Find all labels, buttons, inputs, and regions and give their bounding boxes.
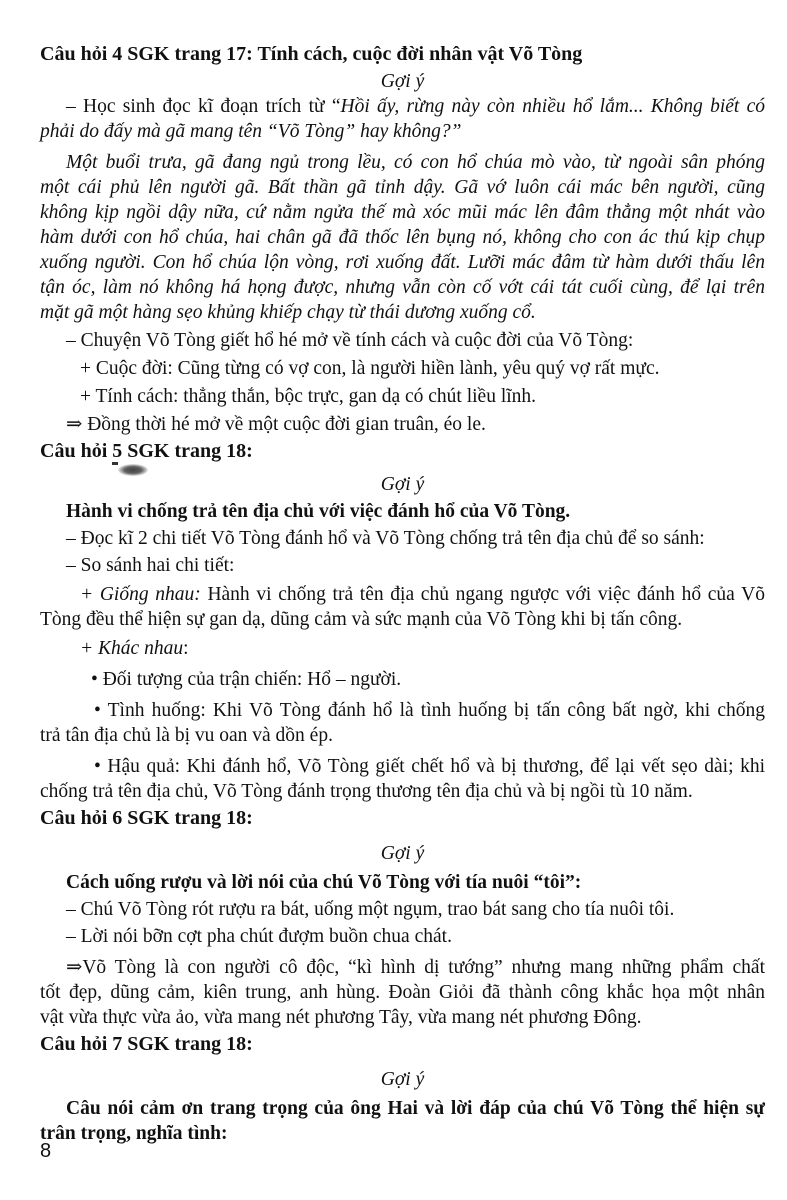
intro-suffix: ” [450,121,462,142]
question-6-heading: Câu hỏi 6 SGK trang 18: [40,807,253,829]
excerpt-line: Một buổi trưa, gã đang ngủ trong lều, có con hổ chúa mò vào, từ ngoài sân phóng [66,152,765,173]
compare-line: – So sánh hai chi tiết: [66,555,235,576]
question-7 [40,1032,765,1146]
excerpt-line: xuống người. Con hổ chúa lộn vòng, rơi xuống đất. Lưỡi mác đâm từ hàm dưới thấu lên [40,252,765,273]
speech-line: – Lời nói bỡn cợt pha chút đượm buồn chua chát. [66,926,452,947]
hint-label: Gợi ý [380,843,425,864]
same-label: + Giống nhau: [80,584,201,605]
question-7-subheading: Câu nói cảm ơn trang trọng của ông Hai và lời đáp của chú Võ Tòng thể hiện sự [66,1098,765,1119]
bullet-item-cont: trả tân địa chủ là bị vu oan và dồn ép. [40,725,333,746]
excerpt-line: mặt gã một hàng sẹo khủng khiếp chạy từ thái dương xuống cổ. [40,302,536,323]
diff-line [40,636,765,661]
bullet-item: • Tình huống: Khi Võ Tòng đánh hổ là tình huống bị tấn công bất ngờ, khi chống [94,700,765,721]
question-4-heading: Câu hỏi 4 SGK trang 17: Tính cách, cuộc đời nhân vật Võ Tòng [40,43,583,65]
question-5 [40,439,765,804]
drink-line: – Chú Võ Tòng rót rượu ra bát, uống một ngụm, trao bát sang cho tía nuôi tôi. [66,899,675,920]
excerpt-line: một cái phủ lên người gã. Bất thần gã tỉnh dậy. Gã vớ luôn cái mác bên người, cũng [40,177,765,198]
hint-label: Gợi ý [380,474,425,495]
question-7-subheading-cont: trân trọng, nghĩa tình: [40,1123,228,1144]
conclusion-line: ⇒Võ Tòng là con người cô độc, “kì hình dị tướng” nhưng mang những phẩm chất [66,957,765,978]
hint-label: Gợi ý [380,1069,425,1090]
intro-quote-cont: phải do đấy mà gã mang tên “Võ Tòng” hay không? [40,121,451,142]
document-page [40,42,765,1146]
read-line: – Đọc kĩ 2 chi tiết Võ Tòng đánh hổ và Võ Tòng chống trả tên địa chủ để so sánh: [66,528,705,549]
question-5-subheading: Hành vi chống trả tên địa chủ với việc đánh hổ của Võ Tòng. [66,501,571,522]
intro-line [40,94,765,119]
life-line: + Cuộc đời: Cũng từng có vợ con, là người hiền lành, yêu quý vợ rất mực. [80,358,660,379]
question-4 [40,42,765,437]
question-6-subheading: Cách uống rượu và lời nói của chú Võ Tòng với tía nuôi “tôi”: [66,872,582,893]
diff-colon: : [183,638,189,659]
same-line [40,582,765,607]
character-line: + Tính cách: thẳng thắn, bộc trực, gan dạ có chút liều lĩnh. [80,386,537,407]
excerpt-line: tận óc, làm nó không há họng được, nhưng vẫn còn cố vớt cái tát cuối cùng, để lại trên [40,277,765,298]
intro-prefix: – Học sinh đọc kĩ đoạn trích từ “ [66,96,341,117]
page-number: 8 [40,1140,52,1162]
question-7-heading: Câu hỏi 7 SGK trang 18: [40,1033,253,1055]
bullet-item: • Đối tượng của trận chiến: Hổ – người. [91,669,402,690]
intro-line-2 [40,119,765,144]
hint-label: Gợi ý [380,71,425,92]
story-line: – Chuyện Võ Tòng giết hổ hé mở về tính cách và cuộc đời của Võ Tòng: [66,330,634,351]
ink-mark [112,462,118,465]
question-6 [40,806,765,1030]
question-5-heading: Câu hỏi 5 SGK trang 18: [40,440,253,462]
excerpt-line: hàm dưới con hổ chúa, hai chân gã đã thốc lên bụng nó, không cho con ác thú kịp chụp [40,227,765,248]
intro-quote: Hồi ấy, rừng này còn nhiều hổ lắm... Không biết có [340,96,765,117]
bullet-item: • Hậu quả: Khi đánh hổ, Võ Tòng giết chết hổ và bị thương, để lại vết sẹo dài; khi [94,756,765,777]
excerpt-line: không kịp ngồi dậy nữa, cứ nằm ngửa thế mà xóc mũi mác lên đâm thẳng một nhát vào [40,202,765,223]
same-text: Hành vi chống trả tên địa chủ ngang ngược với việc đánh hổ của Võ [200,584,765,605]
same-line-2: Tòng đều thể hiện sự gan dạ, dũng cảm và sức mạnh của Võ Tòng khi bị tấn công. [40,609,683,630]
conclusion-line: tốt đẹp, dũng cảm, kiên trung, anh hùng. Đoàn Giỏi đã thành công khắc họa một nhân [40,982,765,1003]
bullet-item-cont: chống trả tên địa chủ, Võ Tòng đánh trọng thương tên địa chủ và bị ngồi tù 10 năm. [40,781,693,802]
diff-label: + Khác nhau [80,638,184,659]
conclusion-line: ⇒ Đồng thời hé mở về một cuộc đời gian truân, éo le. [66,414,486,435]
conclusion-line: vật vừa thực vừa ảo, vừa mang nét phương Tây, vừa mang nét phương Đông. [40,1007,642,1028]
ink-smudge [118,464,148,476]
